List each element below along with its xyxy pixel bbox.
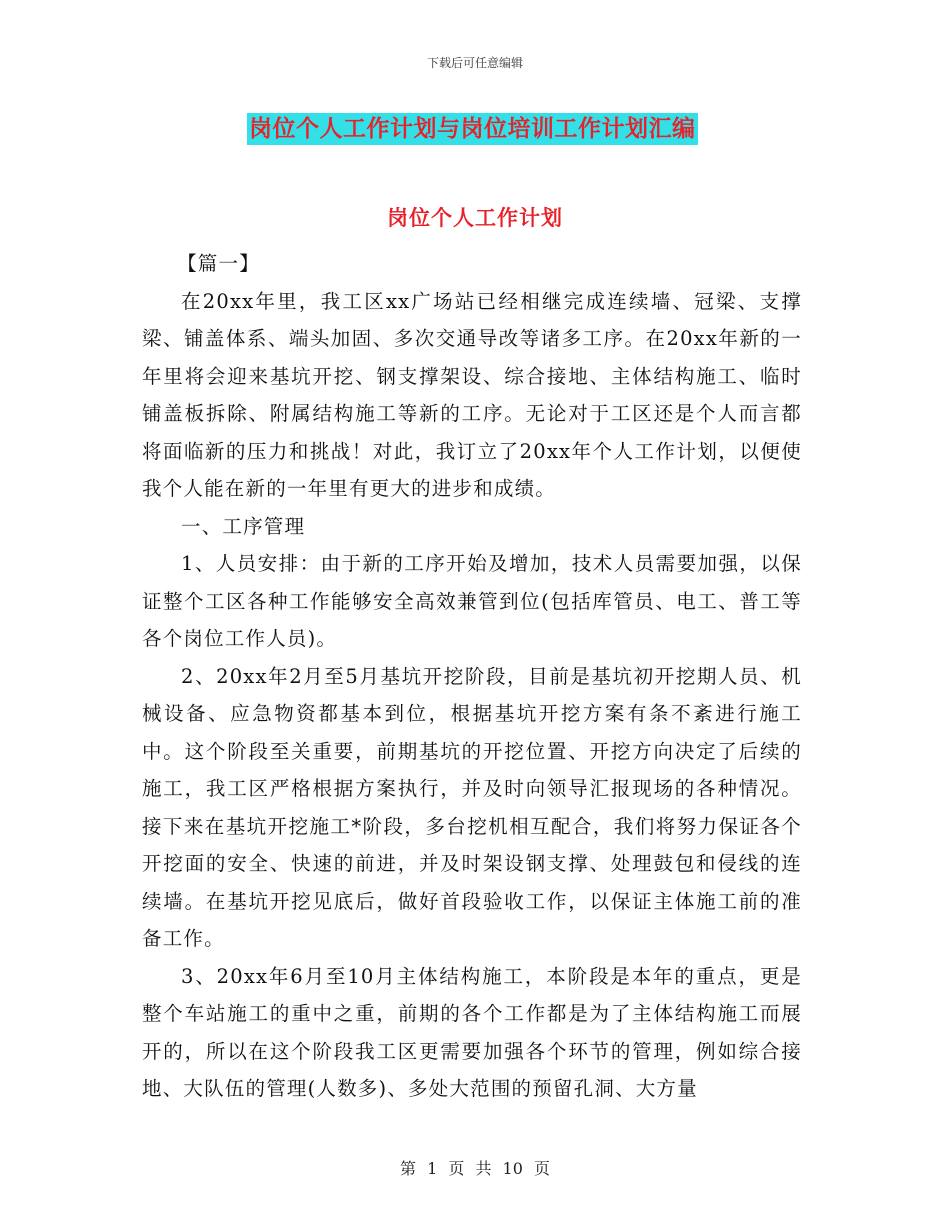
header-note: 下载后可任意编辑 [426,56,523,70]
section-tag: 【篇一】 [177,252,260,275]
document-body [142,245,802,1108]
document-main-title: 岗位个人工作计划与岗位培训工作计划汇编 [247,113,698,145]
paragraph-item-1: 1、人员安排：由于新的工序开始及增加，技术人员需要加强，以保证整个工区各种工作能够安全高效兼管到位(包括库管员、电工、普工等各个岗位工作人员)。 [142,552,802,650]
heading-process-management: 一、工序管理 [181,514,306,538]
paragraph-intro: 在20xx年里，我工区xx广场站已经相继完成连续墙、冠梁、支撑梁、铺盖体系、端头加固、多次交通导改等诸多工序。在20xx年新的一年里将会迎来基坑开挖、钢支撑架设、综合接地、主体结构施工、临时铺盖板拆除、附属结构施工等新的工序。无论对于工区还是个人而言都将面临新的压力和挑战！对此，我订立了20xx年个人工作计划，以便使我个人能在新的一年里有更大的进步和成绩。 [142,289,802,500]
paragraph-item-3: 3、20xx年6月至10月主体结构施工，本阶段是本年的重点，更是整个车站施工的重中之重，前期的各个工作都是为了主体结构施工而展开的，所以在这个阶段我工区更需要加强各个环节的管理，例如综合接地、大队伍的管理(人数多)、多处大范围的预留孔洞、大方量 [142,964,802,1100]
page-number-footer: 第 1 页 共 10 页 [400,1159,550,1178]
document-section-title: 岗位个人工作计划 [387,205,563,230]
paragraph-item-2: 2、20xx年2月至5月基坑开挖阶段，目前是基坑初开挖期人员、机械设备、应急物资都基本到位，根据基坑开挖方案有条不紊进行施工中。这个阶段至关重要，前期基坑的开挖位置、开挖方向决定了后续的施工，我工区严格根据方案执行，并及时向领导汇报现场的各种情况。接下来在基坑开挖施工*阶段，多台挖机相互配合，我们将努力保证各个开挖面的安全、快速的前进，并及时架设钢支撑、处理鼓包和侵线的连续墙。在基坑开挖见底后，做好首段验收工作，以保证主体施工前的准备工作。 [142,664,802,950]
